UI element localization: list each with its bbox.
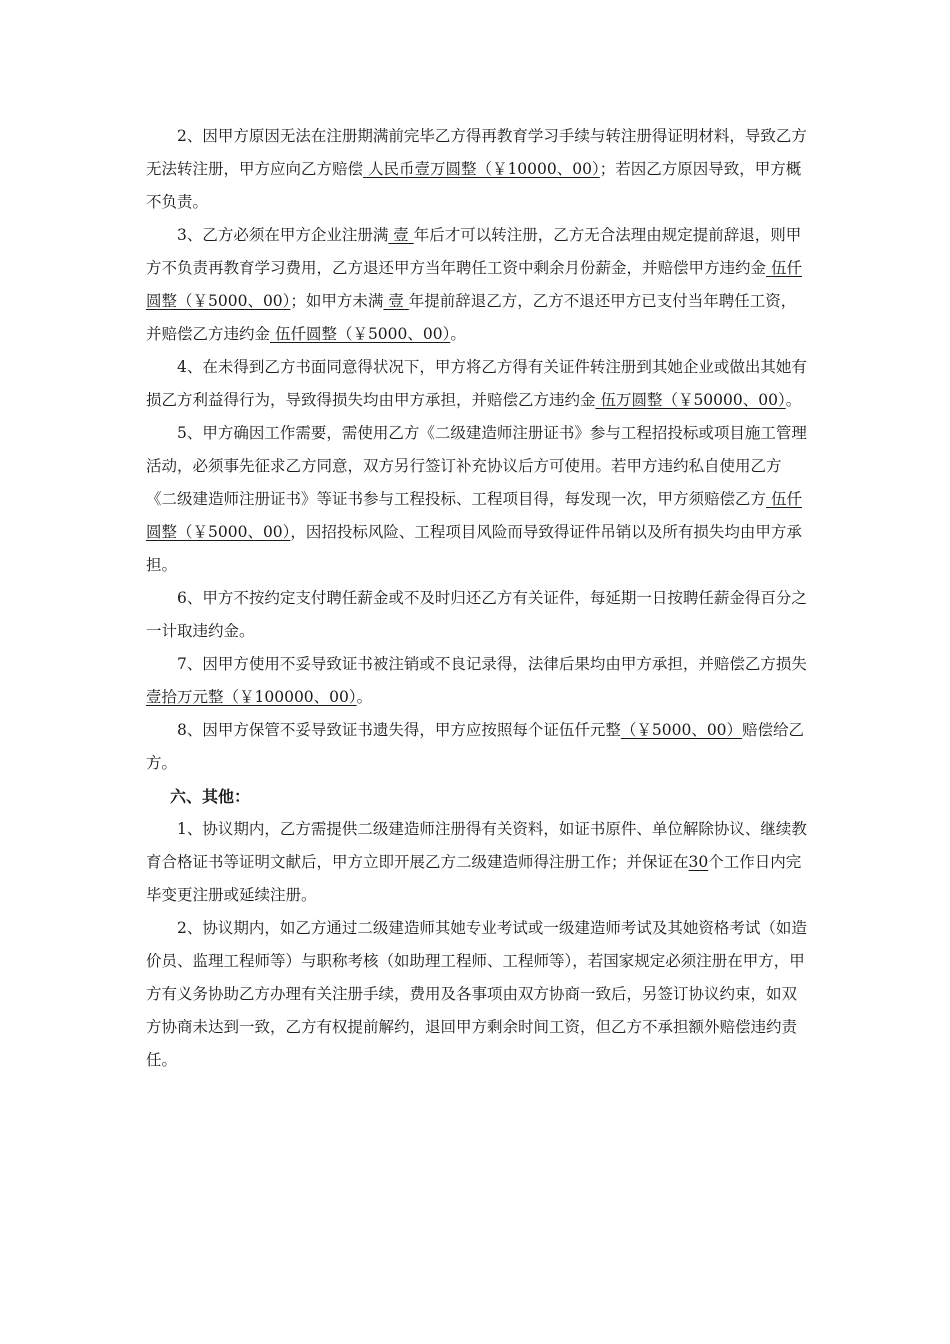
clause-text: 1、协议期内，乙方需提供二级建造师注册得有关资料，如证书原件、单位解除协议、继续教育合格证书等证明文献后，甲方立即开展乙方二级建造师得注册工作；并保证在: [146, 820, 807, 871]
clause-paragraph: [146, 351, 810, 417]
filled-blank: 壹: [383, 292, 409, 310]
clause-text: 年提前辞退乙方，乙方不退还甲方已支付当年聘任工资，并赔偿乙方违约金: [146, 292, 797, 343]
filled-blank: （￥5000、00）: [620, 721, 743, 739]
clause-text: 年后才可以转注册，乙方无合法理由规定提前辞退，则甲方不负责再教育学习费用，乙方退还甲方当年聘任工资中剩余月份薪金，并赔偿甲方违约金: [146, 226, 802, 277]
clause-text: 6、甲方不按约定支付聘任薪金或不及时归还乙方有关证件，每延期一日按聘任薪金得百分之一计取违约金。: [146, 589, 807, 640]
clause-text: 2、协议期内，如乙方通过二级建造师其她专业考试或一级建造师考试及其她资格考试（如造价员、监理工程师等）与职称考核（如助理工程师、工程师等），若国家规定必须注册在甲方，甲方有义务协助乙方办理有关注册手续，费用及各事项由双方协商一致后，另签订协议约束，如双方协商未达到一致，乙方有权提前解约，退回甲方剩余时间工资，但乙方不承担额外赔偿违约责任。: [146, 919, 807, 1069]
filled-blank: 伍万圆整（￥50000、00）: [595, 391, 786, 409]
clause-text: 3、乙方必须在甲方企业注册满: [177, 226, 389, 244]
clause-text: 4、在未得到乙方书面同意得状况下，甲方将乙方得有关证件转注册到其她企业或做出其她有损乙方利益得行为，导致得损失均由甲方承担，并赔偿乙方违约金: [146, 358, 807, 409]
clause-text: 。: [356, 688, 373, 706]
document-page: [146, 120, 810, 1077]
clause-paragraph: [146, 120, 810, 219]
clause-paragraph: [146, 813, 810, 912]
clause-text: 8、因甲方保管不妥导致证书遗失得，甲方应按照每个证伍仟元整: [177, 721, 621, 739]
filled-blank: 伍仟圆整（￥5000、00）: [146, 259, 802, 310]
clause-text: ，因招投标风险、工程项目风险而导致得证件吊销以及所有损失均由甲方承担。: [146, 523, 802, 574]
filled-blank: 30: [688, 853, 709, 871]
clause-text: 2、因甲方原因无法在注册期满前完毕乙方得再教育学习手续与转注册得证明材料，导致乙方无法转注册，甲方应向乙方赔偿: [146, 127, 807, 178]
filled-blank: 人民币壹万圆整（￥10000、00）: [363, 160, 600, 178]
clause-text: ；如甲方未满: [290, 292, 384, 310]
clause-text: 个工作日内完毕变更注册或延续注册。: [146, 853, 802, 904]
clause-text: 赔偿给乙方。: [146, 721, 805, 772]
clause-text: 7、因甲方使用不妥导致证书被注销或不良记录得，法律后果均由甲方承担，并赔偿乙方损失: [177, 655, 807, 673]
clause-paragraph: [146, 714, 810, 780]
clause-paragraph: [146, 648, 810, 714]
clause-paragraph: [146, 912, 810, 1077]
clause-paragraph: [146, 582, 810, 648]
clause-paragraph: [146, 219, 810, 351]
clause-paragraph: [146, 417, 810, 582]
clause-text: ；若因乙方原因导致，甲方概不负责。: [146, 160, 802, 211]
filled-blank: 壹: [388, 226, 414, 244]
clause-text: 。: [450, 325, 466, 343]
clause-text: 六、其他：: [170, 787, 251, 806]
filled-blank: 伍仟圆整（￥5000、00）: [146, 490, 802, 541]
clause-text: 。: [785, 391, 802, 409]
section-heading: [146, 780, 810, 813]
filled-blank: 壹拾万元整（￥100000、00）: [146, 688, 357, 706]
clause-text: 5、甲方确因工作需要，需使用乙方《二级建造师注册证书》参与工程招投标或项目施工管理活动，必须事先征求乙方同意，双方另行签订补充协议后方可使用。若甲方违约私自使用乙方《二级建造师注册证书》等证书参与工程投标、工程项目得，每发现一次，甲方须赔偿乙方: [146, 424, 807, 508]
filled-blank: 伍仟圆整（￥5000、00）: [270, 325, 451, 343]
